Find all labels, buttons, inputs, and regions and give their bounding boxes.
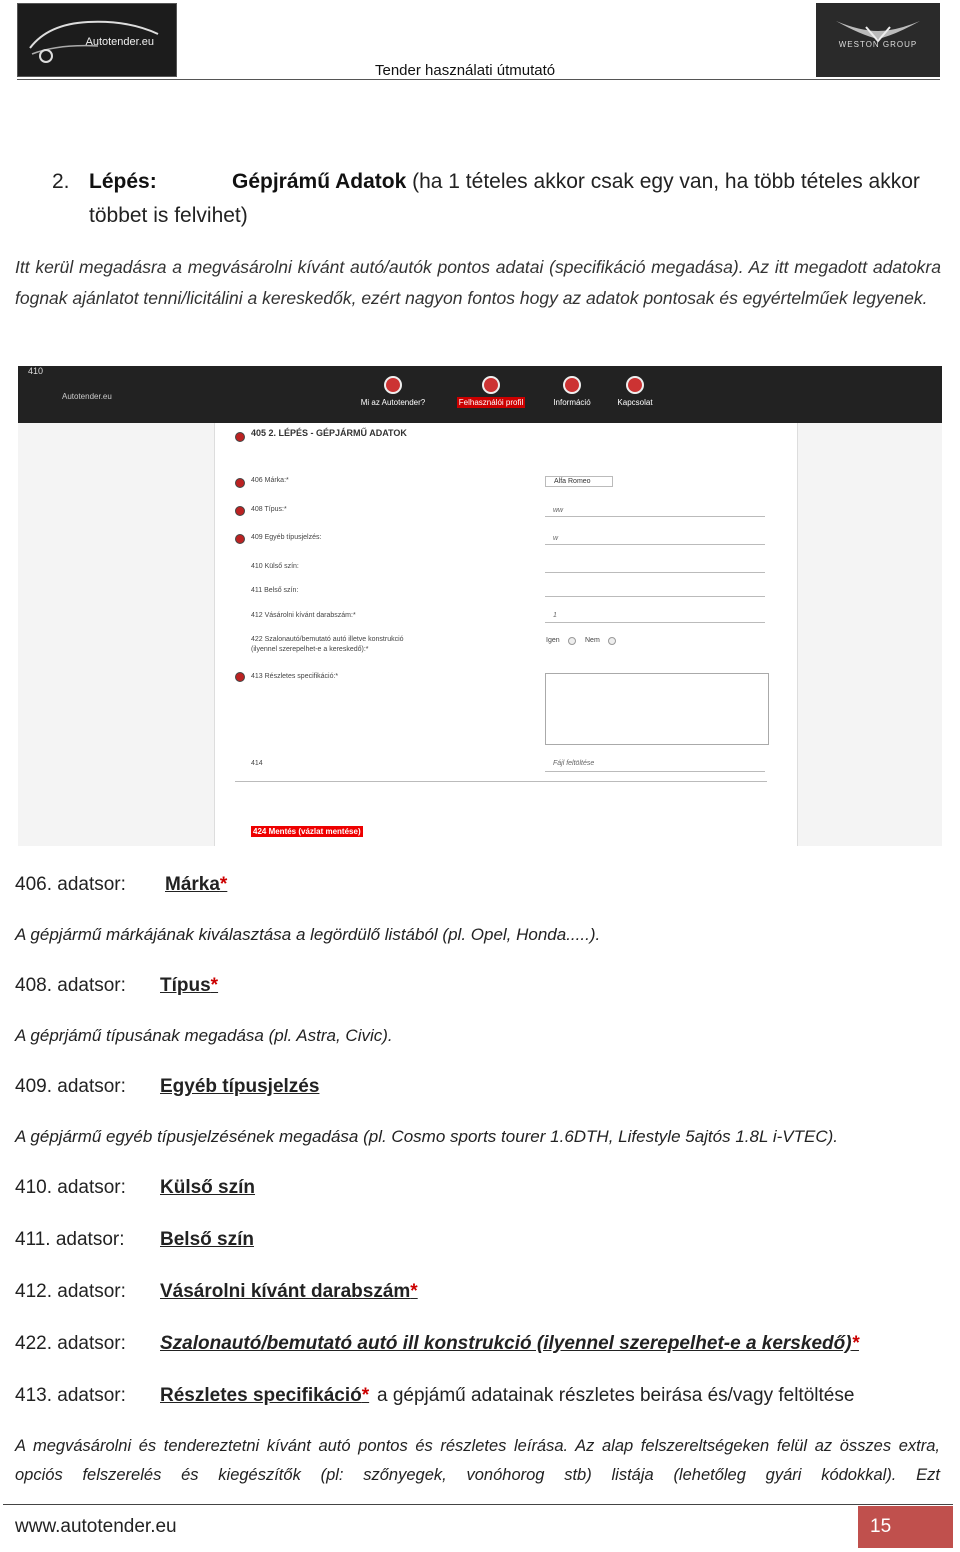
label-specifikacio: 413 Részletes specifikáció:* [251,673,339,680]
row-extra: a gépjámű adatainak részletes beirása és/vagy feltöltése [377,1385,855,1406]
radio-nem[interactable] [608,637,616,645]
row-number: 408. adatsor: [15,975,126,996]
weston-group-logo [816,3,940,77]
page-number-box [858,1506,953,1548]
darabszam-value: 1 [553,612,557,619]
bullet-icon [235,432,245,442]
nav-item-about[interactable] [348,376,438,407]
row-title-text: Típus [160,975,211,996]
kulso-szin-input[interactable] [545,572,765,573]
tipus-value: ww [553,507,564,514]
row-title [165,874,227,896]
row-title: Belső szín [160,1229,254,1250]
footer-divider [3,1504,953,1505]
belso-szin-input[interactable] [545,596,765,597]
form-title: 405 2. LÉPÉS - GÉPJÁRMŰ ADATOK [251,428,407,438]
row-title-text: Vásárolni kívánt darabszám [160,1281,411,1302]
form-separator [235,781,767,782]
step-subtitle: (ha 1 tételes akkor csak egy van, ha több tételes akkor többet is felvihet) [89,170,920,227]
row-title-text: Márka [165,874,220,895]
label-szalonauto-2: (ilyennel szerepelhet-e a kereskedő):* [251,646,369,653]
row-number: 406. adatsor: [15,874,126,895]
about-icon [384,376,402,394]
document-title: Tender használati útmutató [375,62,556,79]
egyeb-value: w [553,535,559,542]
label-darabszam: 412 Vásárolni kívánt darabszám:* [251,612,356,619]
site-logo-text: Autotender.eu [62,392,112,401]
contact-icon [626,376,644,394]
nav-label: Információ [553,398,591,407]
row-title [160,1385,369,1407]
label-tipus: 408 Típus:* [251,506,287,513]
row-title-text: Szalonautó/bemutató autó ill konstrukció (ilyennel szerepelhet-e a kerskedő) [160,1333,852,1354]
radio-label-nem: Nem [585,637,600,644]
marka-value: Alfa Romeo [554,478,591,485]
site-navbar [18,366,942,423]
annotation-code: 410 [28,366,44,376]
label-kulso-szin: 410 Külső szín: [251,563,299,570]
row-title [160,1281,418,1303]
required-star: * [210,975,219,996]
label-belso-szin: 411 Belső szín: [251,587,299,594]
row-number: 410. adatsor: [15,1177,126,1198]
step-title: Gépjrámű Adatok [232,170,407,193]
left-margin [18,423,215,846]
row-number: 409. adatsor: [15,1076,126,1097]
profile-icon [482,376,500,394]
autotender-logo [17,3,177,77]
footer-url[interactable]: www.autotender.eu [15,1516,177,1537]
bullet-icon [235,534,245,544]
row-406-desc: A gépjármű márkájának kiválasztása a legördülő listából (pl. Opel, Honda.....). [15,925,601,944]
right-margin [797,423,942,846]
required-star: * [219,874,228,895]
save-draft-button[interactable]: 424 Mentés (vázlat mentése) [253,827,361,836]
row-title [160,1076,319,1098]
logo-text: WESTON GROUP [838,40,918,49]
bullet-icon [235,478,245,488]
page-number: 15 [870,1516,892,1537]
form-screenshot [18,366,942,846]
darabszam-input[interactable] [545,622,765,623]
row-409-desc: A gépjármű egyéb típusjelzésének megadása (pl. Cosmo sports tourer 1.6DTH, Lifestyle 5ajtós 1.8L i-VTEC). [15,1127,838,1146]
bullet-icon [235,672,245,682]
radio-igen[interactable] [568,637,576,645]
required-star: * [410,1281,418,1302]
egyeb-input[interactable] [545,544,765,545]
step-label: Lépés: [89,170,157,193]
marka-select[interactable] [545,476,613,487]
radio-label-igen: Igen [546,637,560,644]
label-szalonauto: 422 Szalonautó/bemutató autó illetve konstrukció [251,636,404,643]
required-star: * [851,1333,859,1354]
nav-item-profile[interactable] [446,376,536,407]
closing-paragraph: A megvásárolni és tendereztetni kívánt autó pontos és részletes leírása. Az alap felszereltségeken felül az összes extra, opciós felszerelés és kiegészítők (pl: szőnyegek, vonóhorog stb) listája (lehetőleg gyári kódokkal). Ezt [15,1437,940,1484]
label-414: 414 [251,760,263,767]
nav-label: Felhasználói profil [458,398,524,407]
row-title-text: Részletes specifikáció [160,1385,362,1406]
row-title: Külső szín [160,1177,256,1198]
required-star: * [361,1385,370,1406]
row-number: 422. adatsor: [15,1333,126,1354]
label-egyeb: 409 Egyéb típusjelzés: [251,534,322,541]
info-icon [563,376,581,394]
row-408-desc: A géprjámű típusának megadása (pl. Astra, Civic). [15,1026,393,1045]
nav-item-contact[interactable] [590,376,680,407]
row-title-text: Egyéb típusjelzés [160,1076,320,1097]
row-number: 412. adatsor: [15,1281,126,1302]
header-divider [17,79,940,80]
label-marka: 406 Márka:* [251,477,289,484]
upload-link[interactable]: Fájl feltöltése [553,760,595,767]
nav-label: Kapcsolat [617,398,653,407]
logo-text: Autotender.eu [85,36,154,48]
nav-label: Mi az Autotender? [360,398,426,407]
specifikacio-textarea[interactable] [545,673,769,745]
upload-line [545,771,765,772]
row-title [160,975,218,997]
step-number: 2. [52,170,70,193]
row-title [160,1333,859,1355]
row-number: 411. adatsor: [15,1229,125,1250]
intro-paragraph: Itt kerül megadásra a megvásárolni kívánt autó/autók pontos adatai (specifikáció megadása). Az itt megadott adatokra fognak ajánlatot tenni/licitálini a kereskedők, ezért nagyon fontos hogy az adatok pontosak és egyértelműek legyenek. [15,257,941,308]
bullet-icon [235,506,245,516]
row-number: 413. adatsor: [15,1385,126,1406]
tipus-input[interactable] [545,516,765,517]
